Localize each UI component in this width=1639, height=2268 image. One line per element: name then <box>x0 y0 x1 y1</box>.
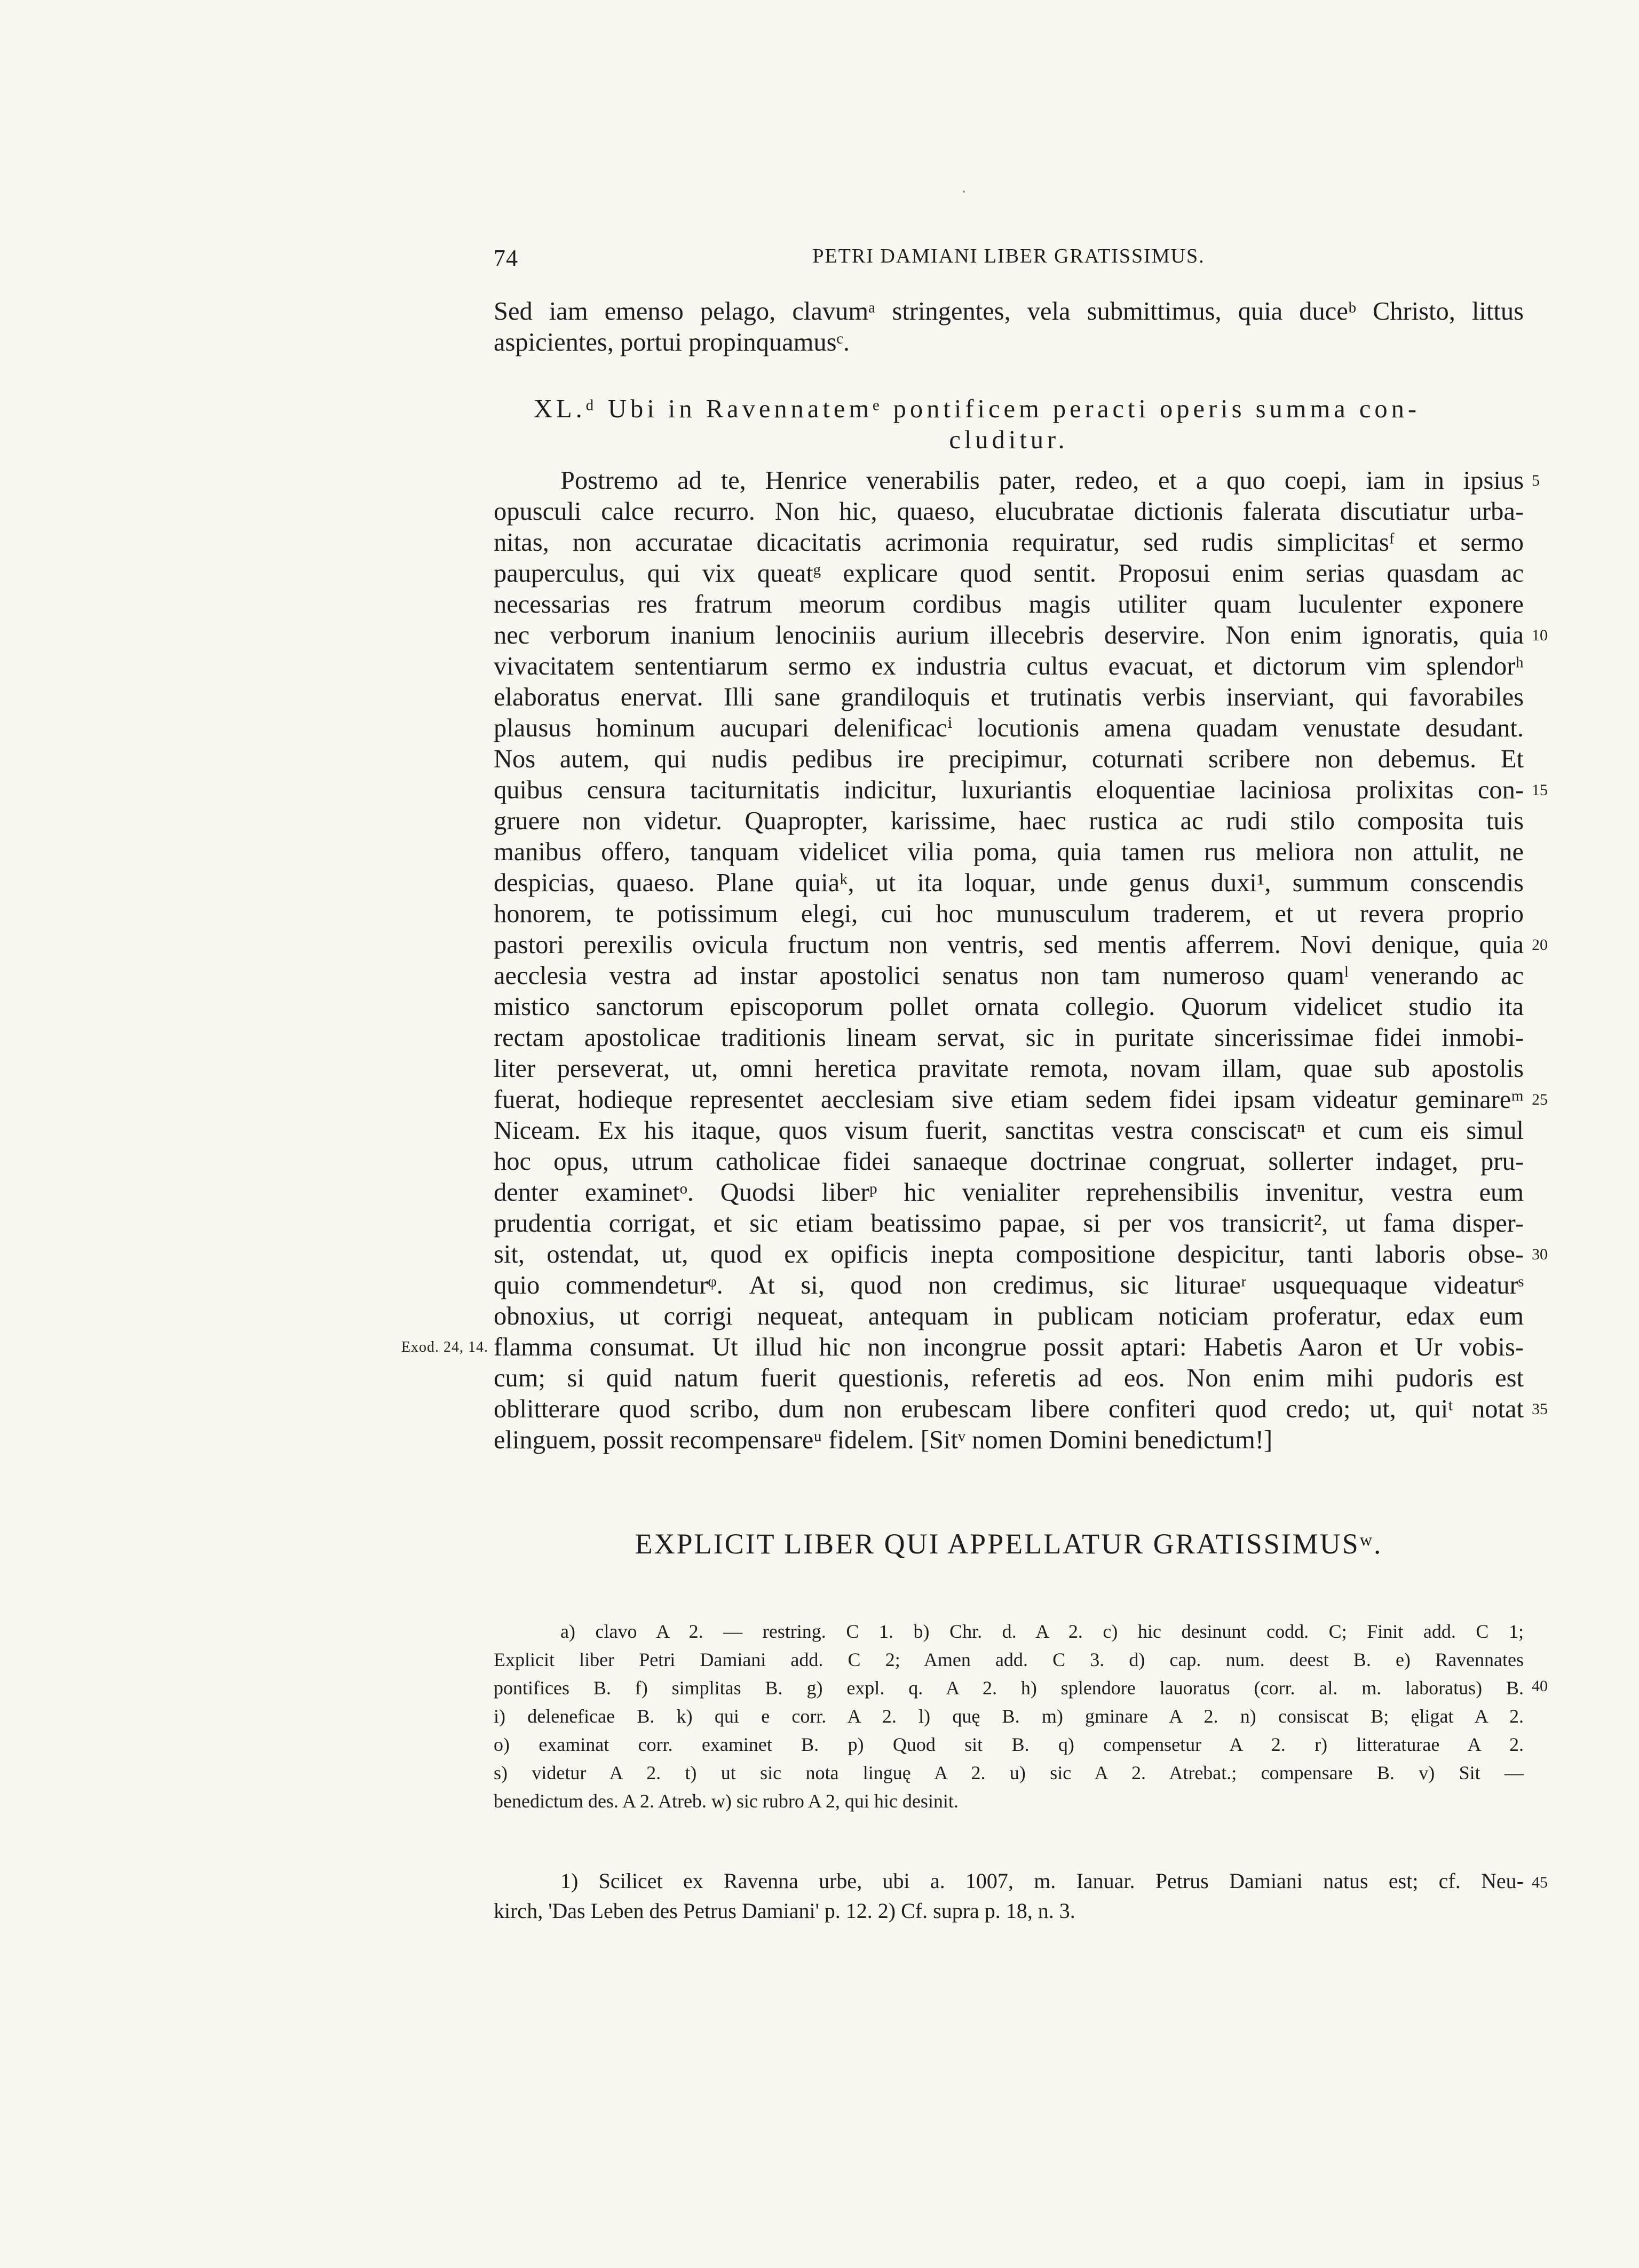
apparatus-line: benedictum des. A 2. Atreb. w) sic rubro A 2, qui hic desinit. <box>494 1790 959 1812</box>
text-line: opusculi calce recurro. Non hic, quaeso, elucubratae dictionis falerata discutiatur urba- <box>494 497 1524 526</box>
line-number: 30 <box>1532 1246 1548 1263</box>
text-line: quibus censura taciturnitatis indicitur, luxuriantis eloquentiae laciniosa prolixitas con- <box>494 776 1524 804</box>
line-number: 5 <box>1532 472 1540 489</box>
line-number: 40 <box>1532 1677 1548 1695</box>
line-number: 25 <box>1532 1091 1548 1108</box>
chapter-heading-line: XL.ᵈ Ubi in Ravennatemᵉ pontificem peracti operis summa con- <box>534 395 1421 423</box>
text-line: elaboratus enervat. Illi sane grandiloquis et trutinatis verbis inserviant, qui favorabiles <box>494 683 1524 711</box>
text-line: aecclesia vestra ad instar apostolici senatus non tam numeroso quamˡ venerando ac <box>494 962 1524 990</box>
scripture-reference: Exod. 24, 14. <box>401 1339 488 1355</box>
text-line: nec verborum inanium lenociniis aurium illecebris deservire. Non enim ignoratis, quia <box>494 621 1524 649</box>
explicit-heading: EXPLICIT LIBER QUI APPELLATUR GRATISSIMUSʷ. <box>635 1528 1383 1560</box>
apparatus-line: o) examinat corr. examinet B. p) Quod sit B. q) compensetur A 2. r) litteraturae A 2. <box>494 1734 1524 1755</box>
text-line: despicias, quaeso. Plane quiaᵏ, ut ita loquar, unde genus duxi¹, summum conscendis <box>494 869 1524 897</box>
page-number: 74 <box>494 245 518 271</box>
text-line: flamma consumat. Ut illud hic non incongrue possit aptari: Habetis Aaron et Ur vobis- <box>494 1333 1524 1361</box>
line-number: 35 <box>1532 1400 1548 1418</box>
line-number: 15 <box>1532 781 1548 799</box>
text-line: sit, ostendat, ut, quod ex opificis inepta compositione despicitur, tanti laboris obse- <box>494 1240 1524 1268</box>
ink-speck <box>963 191 965 193</box>
text-line: denter examinetᵒ. Quodsi liberᵖ hic venialiter reprehensibilis invenitur, vestra eum <box>494 1178 1524 1207</box>
text-line: aspicientes, portui propinquamusᶜ. <box>494 328 850 356</box>
text-line: necessarias res fratrum meorum cordibus magis utiliter quam luculenter exponere <box>494 590 1524 618</box>
text-line: prudentia corrigat, et sic etiam beatissimo papae, si per vos transicrit², ut fama disper- <box>494 1209 1524 1238</box>
text-line: hoc opus, utrum catholicae fidei sanaeque doctrinae congruat, sollerter indaget, pru- <box>494 1147 1524 1176</box>
footnote-line: 1) Scilicet ex Ravenna urbe, ubi a. 1007, m. Ianuar. Petrus Damiani natus est; cf. Neu- <box>560 1869 1524 1893</box>
line-number: 10 <box>1532 627 1548 644</box>
text-line: rectam apostolicae traditionis lineam servat, sic in puritate sincerissimae fidei inmobi- <box>494 1024 1524 1052</box>
running-title: PETRI DAMIANI LIBER GRATISSIMUS. <box>812 245 1205 267</box>
text-line: honorem, te potissimum elegi, cui hoc munusculum traderem, et ut revera proprio <box>494 900 1524 928</box>
text-line: vivacitatem sententiarum sermo ex industria cultus evacuat, et dictorum vim splendorʰ <box>494 652 1524 680</box>
apparatus-line: s) videtur A 2. t) ut sic nota linguę A 2. u) sic A 2. Atrebat.; compensare B. v) Sit — <box>494 1762 1524 1783</box>
text-line: cum; si quid natum fuerit questionis, referetis ad eos. Non enim mihi pudoris est <box>494 1364 1524 1392</box>
text-line: pastori perexilis ovicula fructum non ventris, sed mentis afferrem. Novi denique, quia <box>494 931 1524 959</box>
apparatus-line: Explicit liber Petri Damiani add. C 2; Amen add. C 3. d) cap. num. deest B. e) Ravennates <box>494 1649 1524 1670</box>
text-line: plausus hominum aucupari delenificacⁱ locutionis amena quadam venustate desudant. <box>494 714 1524 742</box>
text-line: elinguem, possit recompensareᵘ fidelem. [Sitᵛ nomen Domini benedictum!] <box>494 1426 1273 1454</box>
chapter-heading-line: cluditur. <box>949 426 1068 454</box>
text-line: manibus offero, tanquam videlicet vilia poma, quia tamen rus meliora non attulit, ne <box>494 838 1524 866</box>
line-number: 45 <box>1532 1874 1548 1891</box>
apparatus-line: i) deleneficae B. k) qui e corr. A 2. l) quę B. m) gminare A 2. n) consiscat B; ęligat A 2. <box>494 1706 1524 1727</box>
text-line: pauperculus, qui vix queatᵍ explicare quod sentit. Proposui enim serias quasdam ac <box>494 559 1524 588</box>
footnote-line: kirch, 'Das Leben des Petrus Damiani' p. 12. 2) Cf. supra p. 18, n. 3. <box>494 1899 1075 1923</box>
text-line: liter perseverat, ut, omni heretica pravitate remota, novam illam, quae sub apostolis <box>494 1054 1524 1083</box>
text-line: oblitterare quod scribo, dum non erubescam libere confiteri quod credo; ut, quiᵗ notat <box>494 1395 1524 1423</box>
text-line: Nos autem, qui nudis pedibus ire precipimur, coturnati scribere non debemus. Et <box>494 745 1524 773</box>
apparatus-line: pontifices B. f) simplitas B. g) expl. q. A 2. h) splendore lauoratus (corr. al. m. laboratus) B. <box>494 1677 1524 1699</box>
text-line: quio commendeturᵠ. At si, quod non credimus, sic lituraeʳ usquequaque videaturˢ <box>494 1271 1524 1299</box>
page-header <box>494 244 1524 282</box>
text-line: Niceam. Ex his itaque, quos visum fuerit, sanctitas vestra consciscatⁿ et cum eis simul <box>494 1116 1524 1145</box>
text-line: Postremo ad te, Henrice venerabilis pater, redeo, et a quo coepi, iam in ipsius <box>560 466 1524 495</box>
line-number: 20 <box>1532 936 1548 954</box>
text-line: gruere non videtur. Quapropter, karissime, haec rustica ac rudi stilo composita tuis <box>494 807 1524 835</box>
apparatus-line: a) clavo A 2. — restring. C 1. b) Chr. d. A 2. c) hic desinunt codd. C; Finit add. C 1; <box>560 1621 1524 1642</box>
text-line: Sed iam emenso pelago, clavumᵃ stringentes, vela submittimus, quia duceᵇ Christo, littus <box>494 297 1524 326</box>
text-line: obnoxius, ut corrigi nequeat, antequam in publicam noticiam proferatur, edax eum <box>494 1302 1524 1330</box>
text-line: mistico sanctorum episcoporum pollet ornata collegio. Quorum videlicet studio ita <box>494 993 1524 1021</box>
text-line: nitas, non accuratae dicacitatis acrimonia requiratur, sed rudis simplicitasᶠ et sermo <box>494 528 1524 557</box>
text-line: fuerat, hodieque representet aecclesiam sive etiam sedem fidei ipsam videatur geminareᵐ <box>494 1085 1524 1114</box>
